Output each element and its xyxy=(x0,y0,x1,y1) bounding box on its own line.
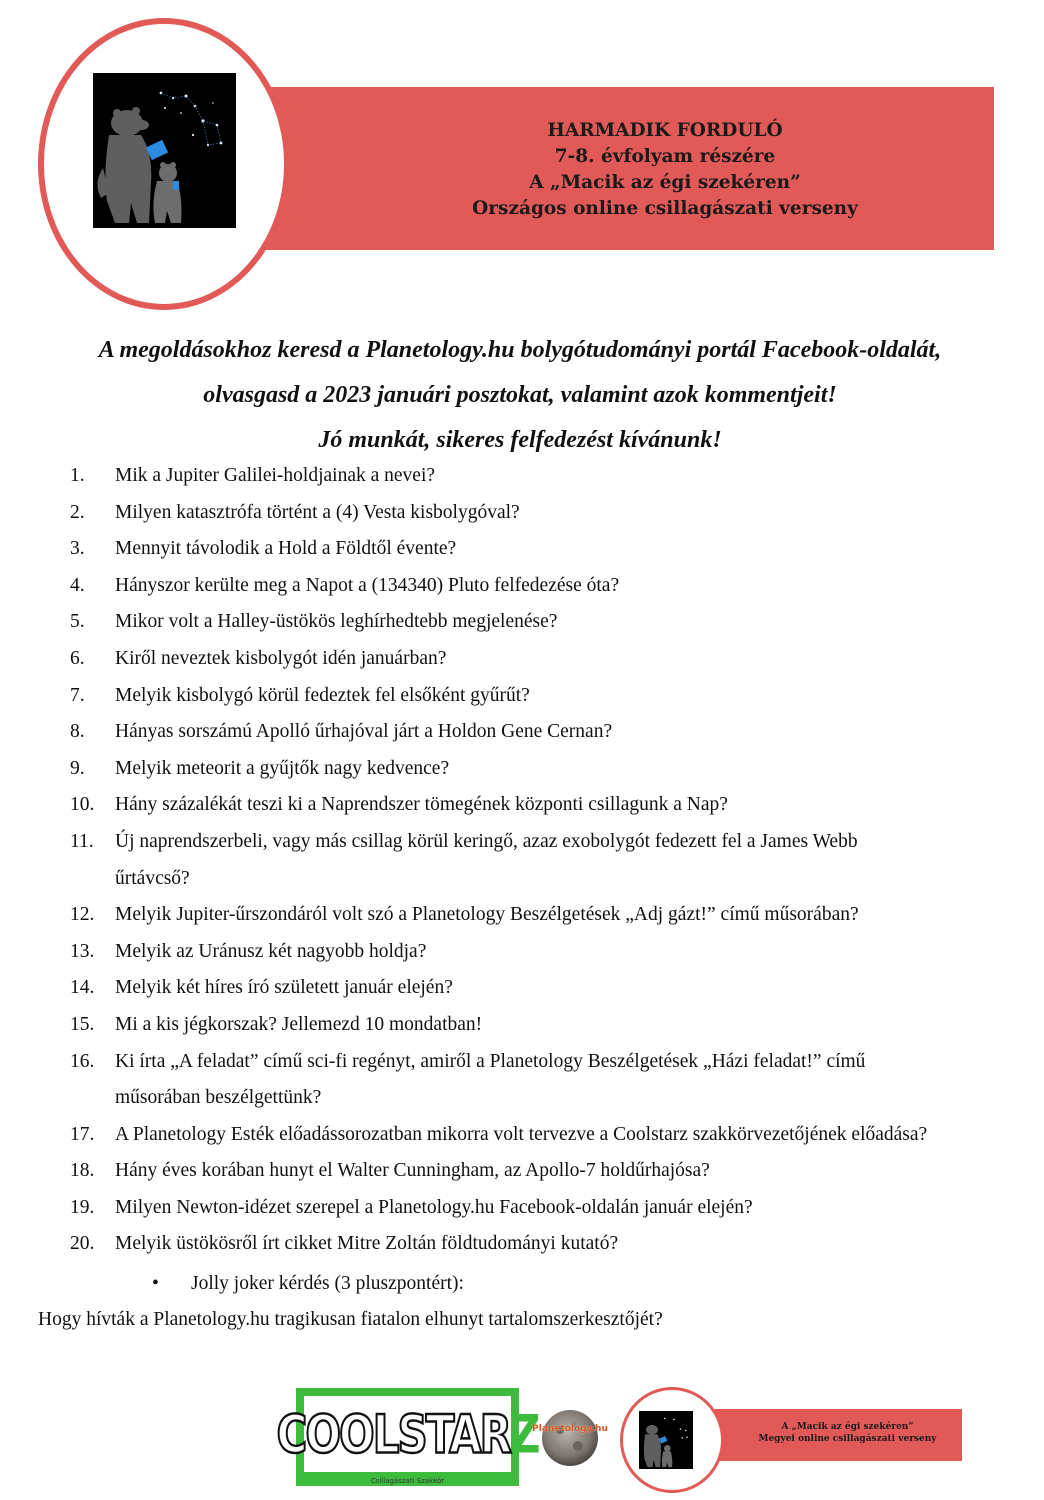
intro-line: Jó munkát, sikeres felfedezést kívánunk! xyxy=(318,427,722,453)
header-title xyxy=(335,118,995,222)
question-text xyxy=(115,824,1030,897)
question-text-line: Melyik az Uránusz két nagyobb holdja? xyxy=(115,940,427,962)
header-title-line: 7-8. évfolyam részére xyxy=(554,146,776,167)
question-text-line: Hány százalékát teszi ki a Naprendszer tömegének központi csillagunk a Nap? xyxy=(115,794,728,816)
question-text xyxy=(115,1226,1030,1263)
header-title-line: Országos online csillagászati verseny xyxy=(472,198,858,219)
question-item xyxy=(70,787,1030,824)
question-number: 17. xyxy=(70,1123,95,1145)
bonus-question: Hogy hívták a Planetology.hu tragikusan fiatalon elhunyt tartalomszerkesztőjét? xyxy=(38,1309,663,1330)
question-text xyxy=(115,458,1030,495)
question-number: 12. xyxy=(70,904,95,926)
question-item xyxy=(70,934,1030,971)
question-text xyxy=(115,1007,1030,1044)
question-text-line: Mi a kis jégkorszak? Jellemezd 10 mondatban! xyxy=(115,1013,483,1035)
question-number: 4. xyxy=(70,574,85,596)
coolstarz-logo xyxy=(276,1388,539,1486)
question-list xyxy=(70,458,1030,1263)
question-text xyxy=(115,970,1030,1007)
question-item xyxy=(70,1044,1030,1117)
footer-bears-logo xyxy=(639,1411,693,1469)
question-number: 7. xyxy=(70,684,85,706)
intro-instructions xyxy=(20,328,1020,463)
question-item xyxy=(70,751,1030,788)
question-text-line: A Planetology Esték előadássorozatban mikorra volt tervezve a Coolstarz szakkörvezetőjének előadása? xyxy=(115,1123,928,1145)
question-number: 14. xyxy=(70,977,95,999)
question-item xyxy=(70,1117,1030,1154)
bears-icon xyxy=(639,1411,693,1469)
question-text-line: Milyen katasztrófa történt a (4) Vesta kisbolygóval? xyxy=(115,501,520,523)
question-text-line: Mik a Jupiter Galilei-holdjainak a nevei? xyxy=(115,465,436,486)
question-text-line: Melyik kisbolygó körül fedeztek fel elsőként gyűrűt? xyxy=(115,684,530,706)
question-number: 3. xyxy=(70,538,85,560)
question-item xyxy=(70,458,1030,495)
question-text-line: Ki írta „A feladat” című sci-fi regényt, amiről a Planetology Beszélgetések „Házi feladat!” című xyxy=(115,1050,866,1072)
question-item xyxy=(70,897,1030,934)
question-text-line: Hányas sorszámú Apolló űrhajóval járt a Holdon Gene Cernan? xyxy=(115,721,613,743)
question-text xyxy=(115,641,1030,678)
question-number: 2. xyxy=(70,501,85,523)
question-text-line: űrtávcső? xyxy=(115,867,190,889)
question-text-line: Kiről neveztek kisbolygót idén januárban? xyxy=(115,647,447,669)
question-number: 13. xyxy=(70,940,95,962)
intro-line: A megoldásokhoz keresd a Planetology.hu bolygótudományi portál Facebook-oldalát, xyxy=(98,337,942,363)
header-title-line: HARMADIK FORDULÓ xyxy=(547,120,783,141)
question-number: 5. xyxy=(70,611,85,633)
question-number: 16. xyxy=(70,1050,95,1072)
planetology-logo-label: Planetology.hu xyxy=(532,1424,608,1434)
bears-constellation-logo xyxy=(93,73,236,228)
question-text-line: Melyik meteorit a gyűjtők nagy kedvence? xyxy=(115,757,450,779)
question-text-line: Új naprendszerbeli, vagy más csillag körül keringő, azaz exobolygót fedezett fel a James Webb xyxy=(115,830,858,852)
question-text xyxy=(115,714,1030,751)
question-text xyxy=(115,787,1030,824)
question-text-line: Hány éves korában hunyt el Walter Cunningham, az Apollo-7 holdűrhajósa? xyxy=(115,1160,710,1182)
question-text xyxy=(115,751,1030,788)
question-item xyxy=(70,1153,1030,1190)
question-number: 10. xyxy=(70,794,95,816)
question-number: 11. xyxy=(70,830,94,852)
question-text xyxy=(115,934,1030,971)
header-title-line: A „Macik az égi szekéren” xyxy=(529,172,801,193)
question-text-line: Mikor volt a Halley-üstökös leghírhedtebb megjelenése? xyxy=(115,611,558,633)
bullet-icon: • xyxy=(152,1273,159,1294)
planetology-moon-icon xyxy=(532,1406,608,1470)
question-item xyxy=(70,495,1030,532)
question-text-line: Hányszor kerülte meg a Napot a (134340) Pluto felfedezése óta? xyxy=(115,574,620,596)
question-item xyxy=(70,568,1030,605)
question-text xyxy=(115,1117,1030,1154)
bonus-label-line xyxy=(152,1266,464,1302)
question-number: 15. xyxy=(70,1013,95,1035)
intro-line: olvasgasd a 2023 januári posztokat, valamint azok kommentjeit! xyxy=(203,382,837,408)
question-number: 18. xyxy=(70,1160,95,1182)
question-number: 19. xyxy=(70,1196,95,1218)
question-text xyxy=(115,604,1030,641)
question-text-line: Melyik két híres író született január elején? xyxy=(115,977,453,999)
question-item xyxy=(70,970,1030,1007)
bears-icon xyxy=(93,73,236,228)
question-number: 8. xyxy=(70,721,85,743)
question-text-line: Melyik Jupiter-űrszondáról volt szó a Planetology Beszélgetések „Adj gázt!” című műsorában? xyxy=(115,904,859,926)
question-text-line: Melyik üstökösről írt cikket Mitre Zoltán földtudományi kutató? xyxy=(115,1233,619,1255)
question-text xyxy=(115,568,1030,605)
question-text xyxy=(115,897,1030,934)
footer-title xyxy=(720,1421,975,1445)
question-item xyxy=(70,531,1030,568)
question-item xyxy=(70,641,1030,678)
question-item xyxy=(70,1190,1030,1227)
question-item xyxy=(70,1007,1030,1044)
footer-title-line: A „Macik az égi szekéren” xyxy=(781,1422,914,1432)
question-text xyxy=(115,1044,1030,1117)
question-text-line: Milyen Newton-idézet szerepel a Planetology.hu Facebook-oldalán január elején? xyxy=(115,1196,753,1218)
question-number: 20. xyxy=(70,1233,95,1255)
coolstarz-subtitle: Csillagászati Szakkör xyxy=(370,1477,445,1485)
question-text-line: Mennyit távolodik a Hold a Földtől évente? xyxy=(115,538,457,560)
footer-title-line: Megyei online csillagászati verseny xyxy=(758,1434,937,1444)
coolstarz-wordmark: COOLSTARZ xyxy=(276,1403,539,1465)
question-text xyxy=(115,531,1030,568)
question-text xyxy=(115,1153,1030,1190)
question-text xyxy=(115,1190,1030,1227)
question-text xyxy=(115,678,1030,715)
question-item xyxy=(70,714,1030,751)
question-item xyxy=(70,678,1030,715)
question-number: 1. xyxy=(70,465,85,486)
question-text xyxy=(115,495,1030,532)
question-item xyxy=(70,1226,1030,1263)
question-text-line: műsorában beszélgettünk? xyxy=(115,1087,322,1109)
question-number: 9. xyxy=(70,757,85,779)
question-item xyxy=(70,824,1030,897)
question-number: 6. xyxy=(70,647,85,669)
bonus-label: Jolly joker kérdés (3 pluszpontért): xyxy=(191,1273,464,1294)
question-item xyxy=(70,604,1030,641)
